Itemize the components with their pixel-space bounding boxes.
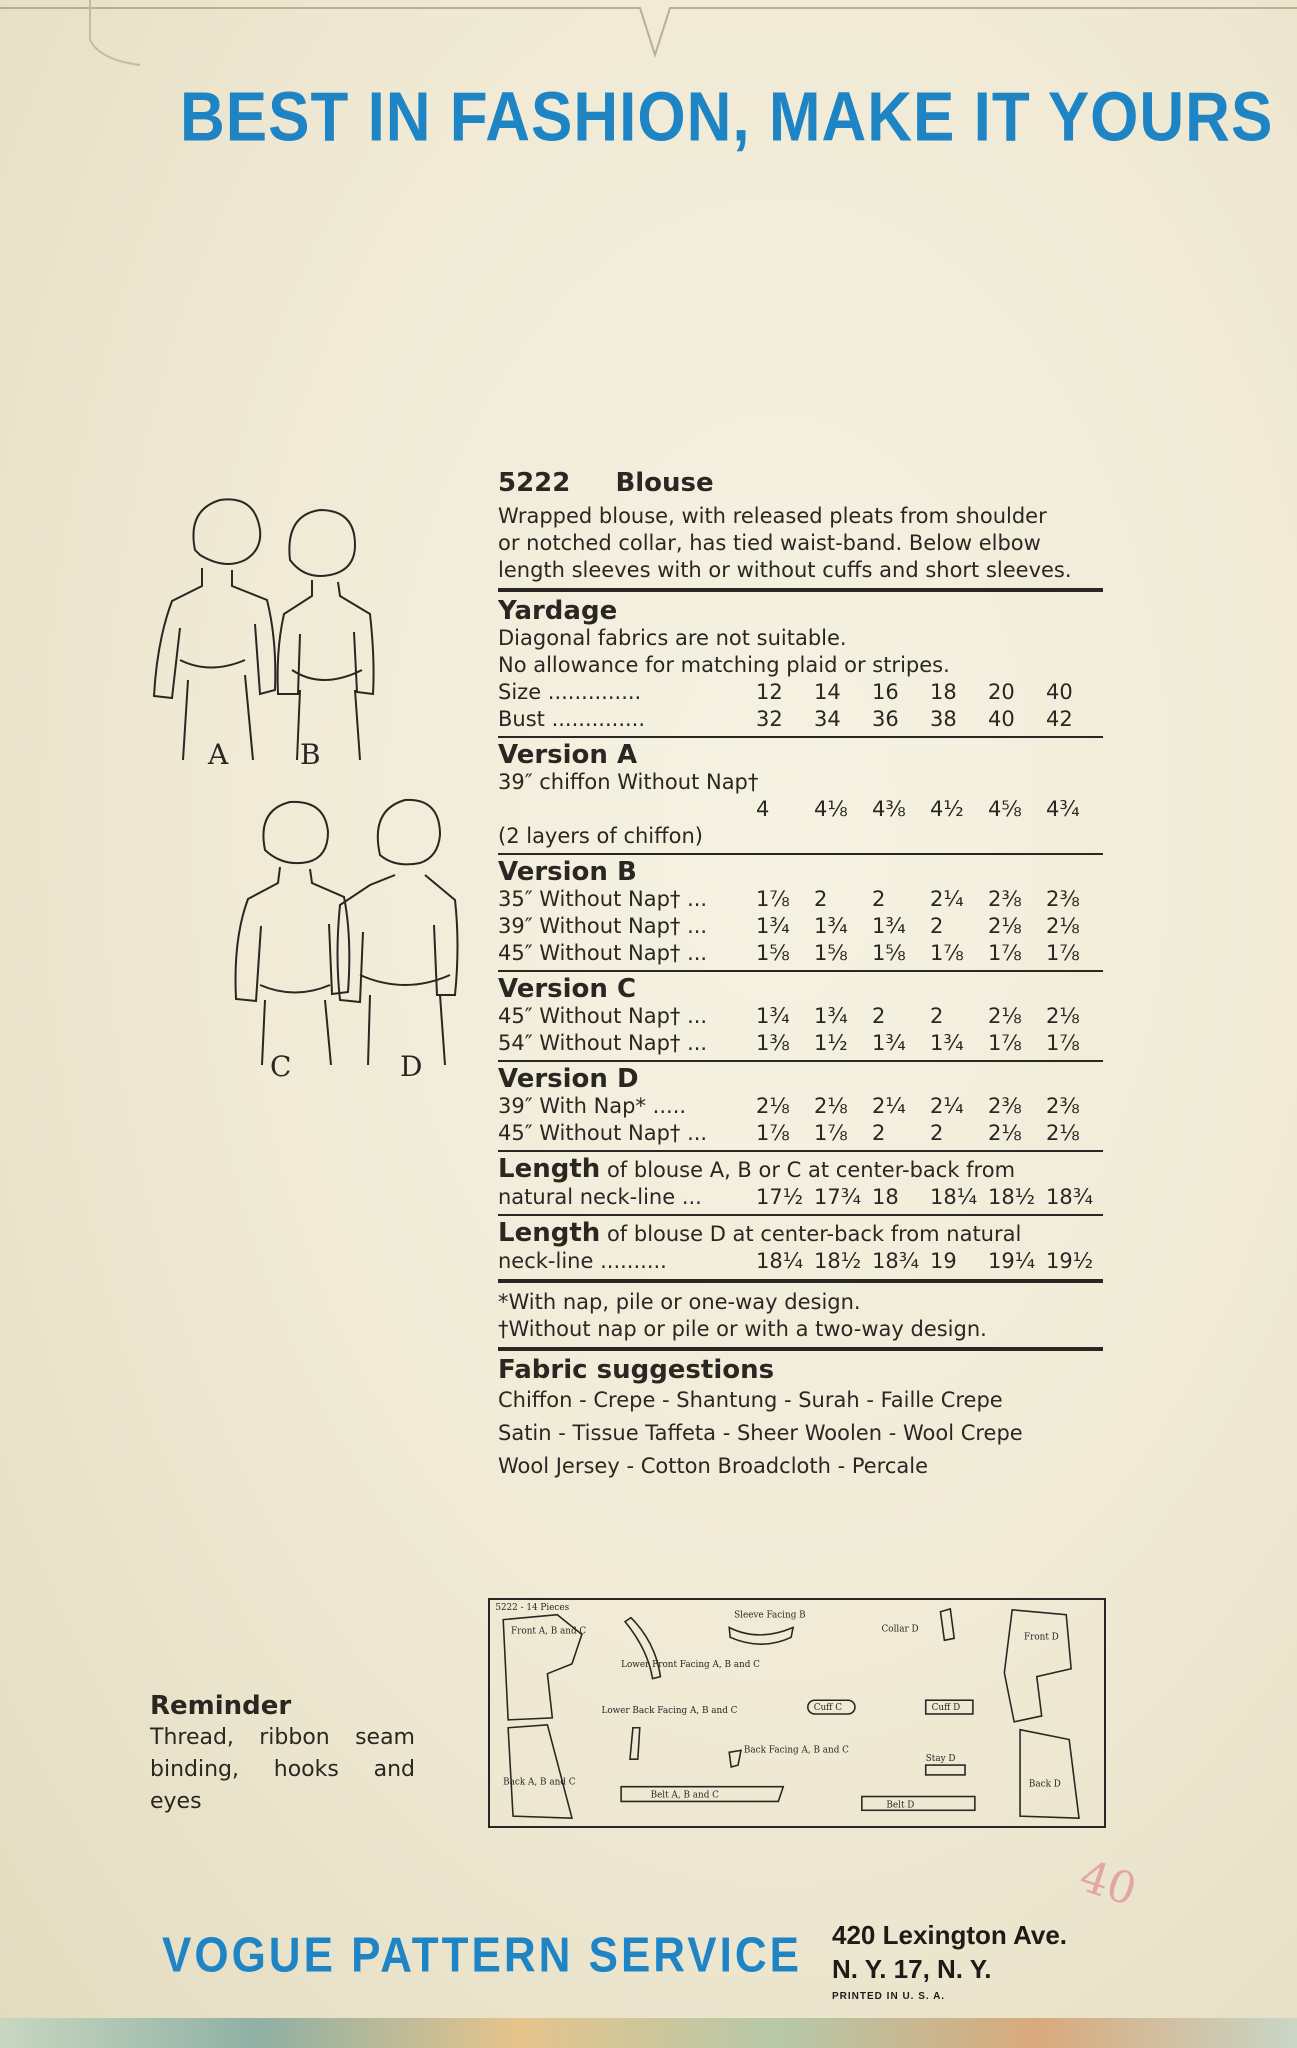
pattern-title — [498, 470, 1103, 497]
divider — [498, 1347, 1103, 1351]
piece-label: Cuff C — [813, 1703, 842, 1714]
divider — [498, 1279, 1103, 1283]
price-stamp-mark: 40 — [1073, 1850, 1143, 1917]
yardage-note: Diagonal fabrics are not suitable. — [498, 626, 847, 650]
piece-label: Lower Back Facing A, B and C — [601, 1706, 738, 1716]
divider — [498, 1150, 1103, 1152]
version-a-heading: Version A — [498, 740, 638, 770]
address-line: 420 Lexington Ave. — [832, 1920, 1068, 1950]
pattern-name: Blouse — [615, 468, 714, 498]
divider — [498, 1060, 1103, 1062]
divider — [498, 588, 1103, 592]
piece-label: Lower Front Facing A, B and C — [621, 1659, 760, 1670]
view-letter-d: D — [400, 1050, 423, 1083]
bust-row: Bust .............. 32 34 36 38 40 42 — [498, 707, 1073, 731]
version-b-row: 45″ Without Nap† ... 1⅝ 1⅝ 1⅝ 1⅞ 1⅞ 1⅞ — [498, 941, 1080, 965]
vogue-pattern-service: VOGUE PATTERN SERVICE — [162, 1928, 802, 1983]
description-line: length sleeves with or without cuffs and short sleeves. — [498, 558, 1072, 582]
length-abc-heading: Length of blouse A, B or C at center-back from — [498, 1154, 1016, 1184]
illustration-views-a-b — [140, 490, 390, 760]
pattern-number: 5222 — [498, 468, 571, 498]
version-a-values: 4 4⅛ 4⅜ 4½ 4⅝ 4¾ — [756, 797, 1080, 821]
pattern-info — [498, 470, 1103, 1483]
piece-label: Collar D — [881, 1624, 919, 1635]
fabric-heading: Fabric suggestions — [498, 1355, 775, 1385]
piece-label: Back Facing A, B and C — [743, 1745, 849, 1756]
yardage-note: No allowance for matching plaid or stripes. — [498, 653, 950, 677]
piece-label: Front D — [1023, 1632, 1059, 1643]
view-letter-c: C — [270, 1050, 292, 1083]
chart-title: 5222 - 14 Pieces — [495, 1602, 570, 1613]
fabric-line: Chiffon - Crepe - Shantung - Surah - Faille Crepe — [498, 1388, 1003, 1412]
pattern-piece-chart — [488, 1598, 1106, 1828]
view-letter-b: B — [300, 738, 321, 771]
length-d-row: neck-line .......... 18¼ 18½ 18¾ 19 19¼ 19½ — [498, 1249, 1094, 1273]
version-b-heading: Version B — [498, 857, 637, 887]
version-d-row: 45″ Without Nap† ... 1⅞ 1⅞ 2 2 2⅛ 2⅛ — [498, 1121, 1080, 1145]
divider — [498, 736, 1103, 738]
description-line: Wrapped blouse, with released pleats from shoulder — [498, 504, 1047, 528]
piece-label: Belt A, B and C — [650, 1790, 719, 1801]
length-d-heading: Length of blouse D at center-back from natural — [498, 1218, 1022, 1248]
version-a-note: (2 layers of chiffon) — [498, 824, 703, 848]
version-b-row: 39″ Without Nap† ... 1¾ 1¾ 1¾ 2 2⅛ 2⅛ — [498, 914, 1080, 938]
piece-label: Belt D — [886, 1800, 915, 1811]
divider — [498, 853, 1103, 855]
piece-label: Stay D — [925, 1754, 956, 1765]
view-letter-a: A — [208, 738, 229, 771]
piece-label: Front A, B and C — [511, 1626, 587, 1637]
address-line: N. Y. 17, N. Y. — [832, 1954, 992, 1984]
fabric-list — [498, 1384, 1103, 1483]
reminder-box — [150, 1690, 415, 1818]
piece-label: Cuff D — [931, 1703, 961, 1714]
length-abc-row: natural neck-line ... 17½ 17¾ 18 18¼ 18½ 18¾ — [498, 1185, 1094, 1209]
reminder-text: Thread, ribbon seam binding, hooks and eyes — [150, 1725, 415, 1814]
piece-label: Back D — [1028, 1779, 1061, 1790]
fabric-line: Satin - Tissue Taffeta - Sheer Woolen - Wool Crepe — [498, 1421, 1023, 1445]
version-d-heading: Version D — [498, 1064, 639, 1094]
version-d-row: 39″ With Nap* ..... 2⅛ 2⅛ 2¼ 2¼ 2⅜ 2⅜ — [498, 1094, 1080, 1118]
fabric-line: Wool Jersey - Cotton Broadcloth - Percale — [498, 1454, 929, 1478]
reminder-heading: Reminder — [150, 1691, 292, 1721]
divider — [498, 970, 1103, 972]
footnote: †Without nap or pile or with a two-way design. — [498, 1317, 987, 1341]
piece-label: Sleeve Facing B — [734, 1610, 806, 1621]
envelope-front-edge — [0, 2018, 1297, 2048]
version-c-heading: Version C — [498, 974, 637, 1004]
version-b-row: 35″ Without Nap† ... 1⅞ 2 2 2¼ 2⅜ 2⅜ — [498, 887, 1080, 911]
illustration-views-c-d — [230, 795, 460, 1065]
version-c-row: 54″ Without Nap† ... 1⅜ 1½ 1¾ 1¾ 1⅞ 1⅞ — [498, 1031, 1080, 1055]
address-block — [832, 1918, 1067, 2008]
printed-in-usa: PRINTED IN U. S. A. — [832, 1991, 946, 2002]
yardage-heading: Yardage — [498, 596, 618, 626]
version-a-fabric: 39″ chiffon Without Nap† — [498, 770, 759, 794]
piece-label: Back A, B and C — [503, 1777, 576, 1788]
description-line: or notched collar, has tied waist-band. Below elbow — [498, 531, 1041, 555]
envelope-flap — [0, 0, 1297, 80]
version-c-row: 45″ Without Nap† ... 1¾ 1¾ 2 2 2⅛ 2⅛ — [498, 1004, 1080, 1028]
footnote: *With nap, pile or one-way design. — [498, 1290, 861, 1314]
divider — [498, 1214, 1103, 1216]
headline: BEST IN FASHION, MAKE IT YOURS — [180, 79, 1274, 157]
size-row: Size .............. 12 14 16 18 20 40 — [498, 680, 1073, 704]
